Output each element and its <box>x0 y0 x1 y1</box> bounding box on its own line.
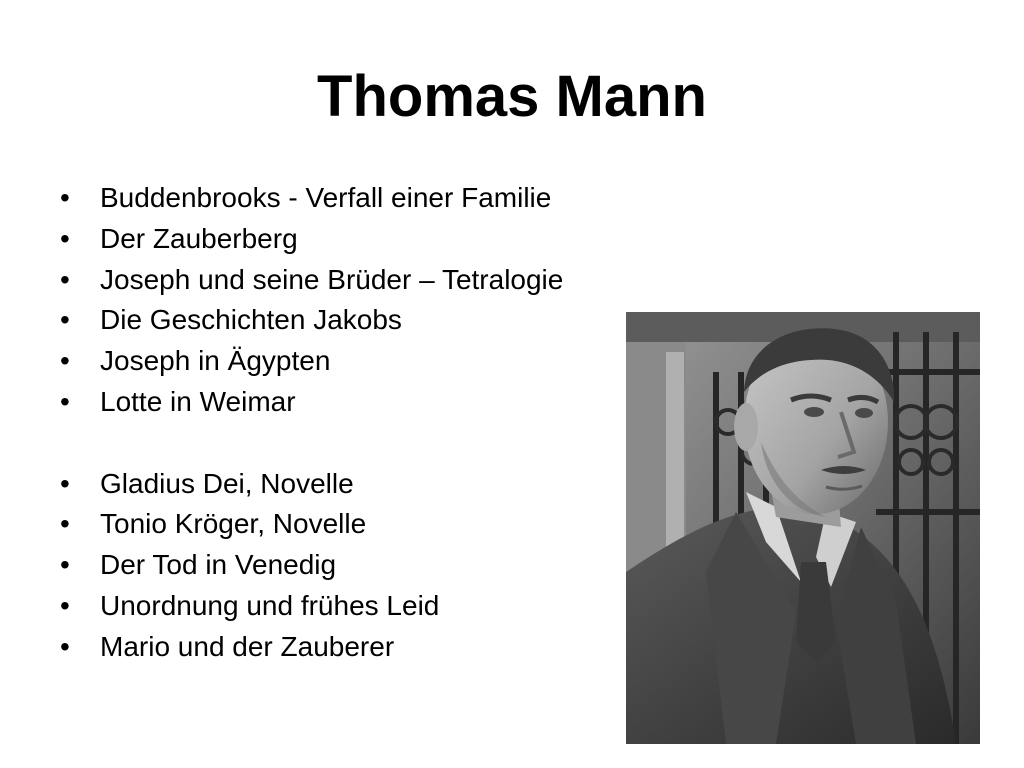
list-spacer <box>60 423 700 464</box>
bullet-icon: • <box>60 589 70 621</box>
bullet-icon: • <box>60 222 70 254</box>
list-item-text: Unordnung und frühes Leid <box>100 589 440 621</box>
portrait-photo-icon <box>626 312 980 744</box>
slide-title: Thomas Mann <box>317 64 707 129</box>
bullet-icon: • <box>60 304 70 336</box>
list-item <box>60 178 700 219</box>
list-item-text: Tonio Kröger, Novelle <box>100 508 367 540</box>
list-item-text: Joseph in Ägypten <box>100 345 331 377</box>
bullet-icon: • <box>60 345 70 377</box>
list-item-text: Mario und der Zauberer <box>100 630 395 662</box>
list-item <box>60 627 700 668</box>
list-item <box>60 382 700 423</box>
bullet-icon: • <box>60 467 70 499</box>
list-item <box>60 300 700 341</box>
bullet-icon: • <box>60 508 70 540</box>
bullet-icon: • <box>60 385 70 417</box>
bullet-icon: • <box>60 263 70 295</box>
bullet-icon: • <box>60 549 70 581</box>
list-item <box>60 219 700 260</box>
list-item-text: Buddenbrooks - Verfall einer Familie <box>100 182 552 213</box>
portrait-photo <box>626 312 980 744</box>
list-item-text: Der Zauberberg <box>100 222 298 254</box>
list-item-text: Lotte in Weimar <box>100 385 296 417</box>
list-item-text: Der Tod in Venedig <box>100 549 337 581</box>
bullet-list <box>60 178 700 668</box>
list-item-text: Gladius Dei, Novelle <box>100 467 354 499</box>
list-item-text: Joseph und seine Brüder – Tetralogie <box>100 263 564 295</box>
list-item <box>60 545 700 586</box>
bullet-icon: • <box>60 182 70 213</box>
list-item <box>60 341 700 382</box>
list-item <box>60 260 700 301</box>
bullet-icon: • <box>60 630 70 662</box>
list-item-text: Die Geschichten Jakobs <box>100 304 402 336</box>
list-item <box>60 464 700 505</box>
list-item <box>60 586 700 627</box>
list-item <box>60 504 700 545</box>
